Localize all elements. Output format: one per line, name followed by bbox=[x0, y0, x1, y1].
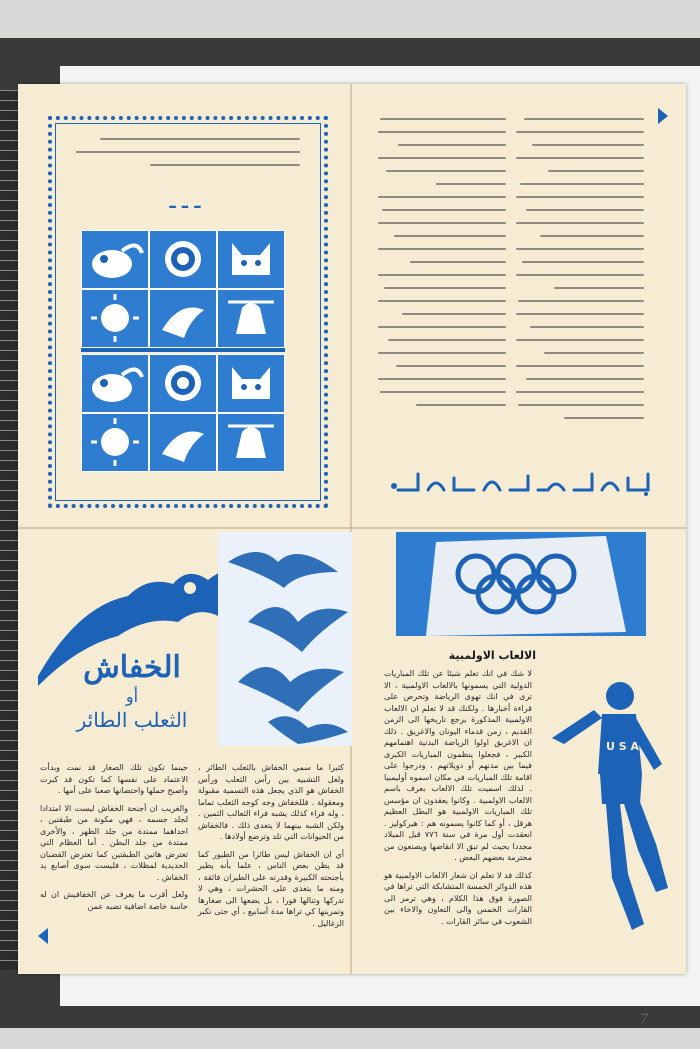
grid-divider bbox=[81, 348, 285, 352]
bats-paragraph: حينما تكون تلك الصغار قد نمت وبدأت الاعتماد على نفسها كما تكون قد كبرت وأصبح حملها واحتضانها صعبا على أمها . bbox=[40, 763, 188, 795]
cat-icon bbox=[218, 231, 284, 288]
olympic-flag-photo bbox=[396, 532, 646, 636]
puzzle-instructions bbox=[70, 138, 300, 177]
cipher-heading bbox=[388, 468, 656, 498]
bats-paragraph: ولعل أقرب ما يعرف عن الخفافيش ان له حاسة خاصة اضافية تضبه عمن bbox=[40, 890, 188, 911]
bats-paragraph: أي ان الخفاش ليس طائرا من الطيور كما قد يظن بعض الناس ، علما بأنه يطير بأجنحته الكبيرة وقدرته على الطيران فائقة ، ومنه ما يتغذى على الحشرات ، وهي لا تدركها وتنالها فورا ، بل يضعها الى صغارها وتمرينها كي تراها مدة أسابيع ، أي حتى تكبر الزغاليل . bbox=[198, 849, 344, 928]
bats-paragraph: والغريب ان أجنحة الخفاش ليست الا امتدادا لجلد جسمه ، فهي مكونة من طبقتين ، احداهما ممتدة من جلد الظهر ، والأخرى ممتدة من جلد البطن . أما العظام التي تعترض هاتين الطبقتين كما تعترض القضبان الحديدية لمظلات ، فليست سوى أصابع يد الخفاش . bbox=[40, 803, 188, 882]
bats-photo bbox=[218, 532, 352, 746]
diving-bird-icon bbox=[150, 414, 216, 471]
picture-cell-bird bbox=[81, 230, 149, 289]
picture-cell-bird-diving bbox=[149, 289, 217, 348]
picture-cell-bell bbox=[217, 289, 285, 348]
bell-icon bbox=[218, 290, 284, 347]
bats-column-right bbox=[198, 762, 344, 935]
picture-cell-sun bbox=[81, 289, 149, 348]
bats-title-block bbox=[62, 650, 202, 732]
diving-bird-icon bbox=[150, 290, 216, 347]
picture-cell-turtle bbox=[149, 354, 217, 413]
olympics-paragraph: لا شك في انك تعلم شيئا عن تلك المباريات الدولية التي يسمونها بالالعاب الاولمبية ، الا ترى في انك تهوى الرياضة وتحرص على قراءة أخبارها . ولكنك قد لا تعلم ان الالعاب الاولمبية المذكورة يرجع تاريخها الى الزمن القديم ، زمن قدماء اليونان والاغريق . ذلك ان الاغريق اولوا الرياضة البدنية اهتمامهم الكبير ، فجعلوا ينظمون المباريات الكبرى فيما بين مدنهم أو دويلاتهم ، ودرجوا على اقامة تلك المباريات في مكان اسموه أوليمبيا . لذلك اسميت تلك الالعاب بعرف باسم الالعاب الاولمبية . وكانوا يعقدون ان مؤسس تلك المباريات الاولمبية هو البطل العظيم هرقل ، أو كما كانوا يسمونه هم : هيركوليز . انعقدت أول مرة في سنة ٧٧٦ قبل الميلاد مجددا بحيث لم تبق الا انقاضها ويصنعون من محترمة بعضهم البعض . bbox=[384, 669, 532, 862]
picture-cell-turtle bbox=[149, 230, 217, 289]
bats-paragraph: كثيرا ما سمي الخفاش بالثعلب الطائر ، ولعل التشبيه بين رأس الثعلب ورأس الخفاش هو الذي يجعل هذه التسمية مقبولة ومعقولة . فللخفاش وجه كوجه الثعلب تماما ، وله فراء كذلك يشبه فراء الثعالب الثمين . ولكن الشبه بينهما لا يتعدى ذلك . فالخفاش من الحيوانات التي تلد وترضع أولادها . bbox=[198, 763, 344, 841]
puzzle-title bbox=[130, 192, 240, 213]
bird-icon bbox=[82, 355, 148, 412]
runner-jersey-label: U S A bbox=[606, 740, 640, 753]
puzzle-title-letter: ـ bbox=[194, 192, 201, 213]
picture-cell-cat bbox=[217, 230, 285, 289]
bats-title-or: أو bbox=[125, 687, 139, 706]
bell-icon bbox=[218, 414, 284, 471]
puzzle-title-letter: ـ bbox=[181, 192, 189, 213]
picture-cell-bell bbox=[217, 413, 285, 472]
bats-title: الخفاش bbox=[83, 650, 181, 685]
cat-icon bbox=[218, 355, 284, 412]
picture-cell-bird-diving bbox=[149, 413, 217, 472]
bats-column-left bbox=[40, 762, 188, 918]
puzzle-title-letter: ـ bbox=[169, 192, 176, 213]
measuring-ruler bbox=[0, 90, 18, 970]
magazine-sheet bbox=[18, 84, 686, 974]
bird-icon bbox=[82, 231, 148, 288]
olympics-column bbox=[384, 668, 532, 933]
sun-icon bbox=[82, 414, 148, 471]
picture-cell-sun bbox=[81, 413, 149, 472]
runner-illustration bbox=[524, 674, 674, 942]
cipher-column-left bbox=[378, 118, 506, 417]
vertical-fold bbox=[350, 84, 352, 974]
picture-cell-cat bbox=[217, 354, 285, 413]
bats-subtitle: الثعلب الطائر bbox=[76, 708, 188, 732]
olympics-heading: الالعاب الاولمبية bbox=[448, 649, 536, 662]
sun-icon bbox=[82, 290, 148, 347]
next-page-arrow-icon bbox=[658, 108, 668, 124]
olympics-paragraph: كذلك قد لا تعلم ان شعار الالعاب الاولمبية هو هذه الدوائر الخمسة المتشابكة التي تراها في الصورة فوق هذا الكلام ، وهي ترمز الى القارات الخمس والى التعاون والاخاء بين الشعوب في سائر القارات . bbox=[384, 870, 532, 926]
page-number: 7 bbox=[640, 1012, 649, 1027]
turtle-icon bbox=[150, 355, 216, 412]
turtle-icon bbox=[150, 231, 216, 288]
cipher-column-right bbox=[516, 118, 644, 430]
horizontal-fold bbox=[18, 527, 686, 529]
previous-page-arrow-icon bbox=[38, 928, 48, 944]
picture-cell-bird bbox=[81, 354, 149, 413]
